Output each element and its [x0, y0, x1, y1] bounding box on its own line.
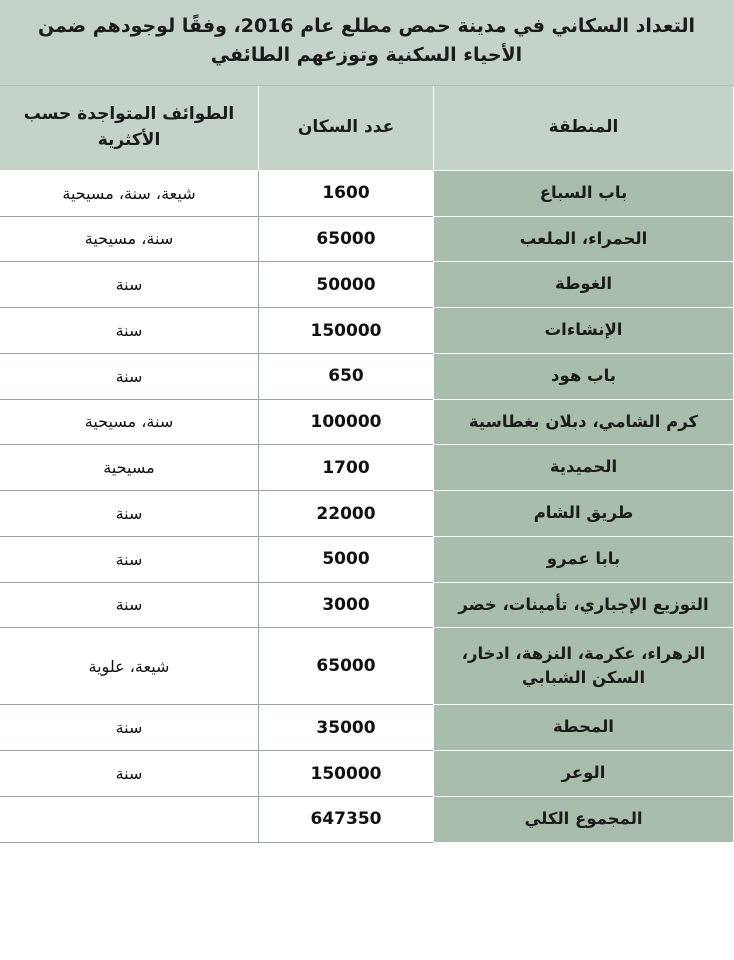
cell-population: 35000: [259, 705, 434, 751]
table-row: [0, 445, 734, 491]
cell-region: باب السباع: [434, 170, 734, 216]
cell-region: كرم الشامي، دبلان بغطاسية: [434, 399, 734, 445]
cell-region: الحميدية: [434, 445, 734, 491]
table-total-row: [0, 796, 734, 842]
cell-sects: سنة: [0, 582, 259, 628]
table-title-row: [0, 0, 734, 85]
table-row: [0, 216, 734, 262]
cell-region: المحطة: [434, 705, 734, 751]
column-header-region: المنطقة: [434, 85, 734, 170]
cell-sects: سنة: [0, 536, 259, 582]
cell-region: الحمراء، الملعب: [434, 216, 734, 262]
table-row: [0, 536, 734, 582]
column-header-population: عدد السكان: [259, 85, 434, 170]
table-row: [0, 353, 734, 399]
cell-region: بابا عمرو: [434, 536, 734, 582]
table-row: [0, 751, 734, 797]
cell-sects-total: [0, 796, 259, 842]
table-row: [0, 705, 734, 751]
cell-population: 100000: [259, 399, 434, 445]
cell-region: الوعر: [434, 751, 734, 797]
cell-sects: سنة، مسيحية: [0, 216, 259, 262]
table-row: [0, 491, 734, 537]
table-row: [0, 582, 734, 628]
cell-sects: سنة: [0, 308, 259, 354]
cell-population: 1600: [259, 170, 434, 216]
cell-population: 150000: [259, 751, 434, 797]
cell-region: طريق الشام: [434, 491, 734, 537]
table-row: [0, 399, 734, 445]
cell-population: 3000: [259, 582, 434, 628]
cell-population: 5000: [259, 536, 434, 582]
cell-population: 65000: [259, 628, 434, 705]
cell-sects: سنة: [0, 751, 259, 797]
cell-sects: شيعة، علوية: [0, 628, 259, 705]
column-header-sects: الطوائف المتواجدة حسب الأكثرية: [0, 85, 259, 170]
table-row: [0, 170, 734, 216]
cell-population-total: 647350: [259, 796, 434, 842]
table-header-row: [0, 85, 734, 170]
cell-population: 650: [259, 353, 434, 399]
cell-sects: سنة: [0, 353, 259, 399]
page-title: التعداد السكاني في مدينة حمص مطلع عام 2016، وفقًا لوجودهم ضمن الأحياء السكنية وتوزعهم الطائفي: [0, 0, 734, 85]
cell-sects: سنة، مسيحية: [0, 399, 259, 445]
cell-population: 1700: [259, 445, 434, 491]
cell-region-total: المجموع الكلي: [434, 796, 734, 842]
cell-region: الإنشاءات: [434, 308, 734, 354]
cell-region: باب هود: [434, 353, 734, 399]
cell-sects: سنة: [0, 491, 259, 537]
cell-sects: مسيحية: [0, 445, 259, 491]
cell-population: 50000: [259, 262, 434, 308]
cell-region: التوزيع الإجباري، تأمينات، خضر: [434, 582, 734, 628]
cell-sects: سنة: [0, 705, 259, 751]
cell-region: الزهراء، عكرمة، النزهة، ادخار، السكن الشبابي: [434, 628, 734, 705]
cell-population: 150000: [259, 308, 434, 354]
cell-population: 22000: [259, 491, 434, 537]
cell-region: الغوطة: [434, 262, 734, 308]
cell-sects: سنة: [0, 262, 259, 308]
cell-population: 65000: [259, 216, 434, 262]
table-row: [0, 262, 734, 308]
table-row: [0, 628, 734, 705]
cell-sects: شيعة، سنة، مسيحية: [0, 170, 259, 216]
table-row: [0, 308, 734, 354]
